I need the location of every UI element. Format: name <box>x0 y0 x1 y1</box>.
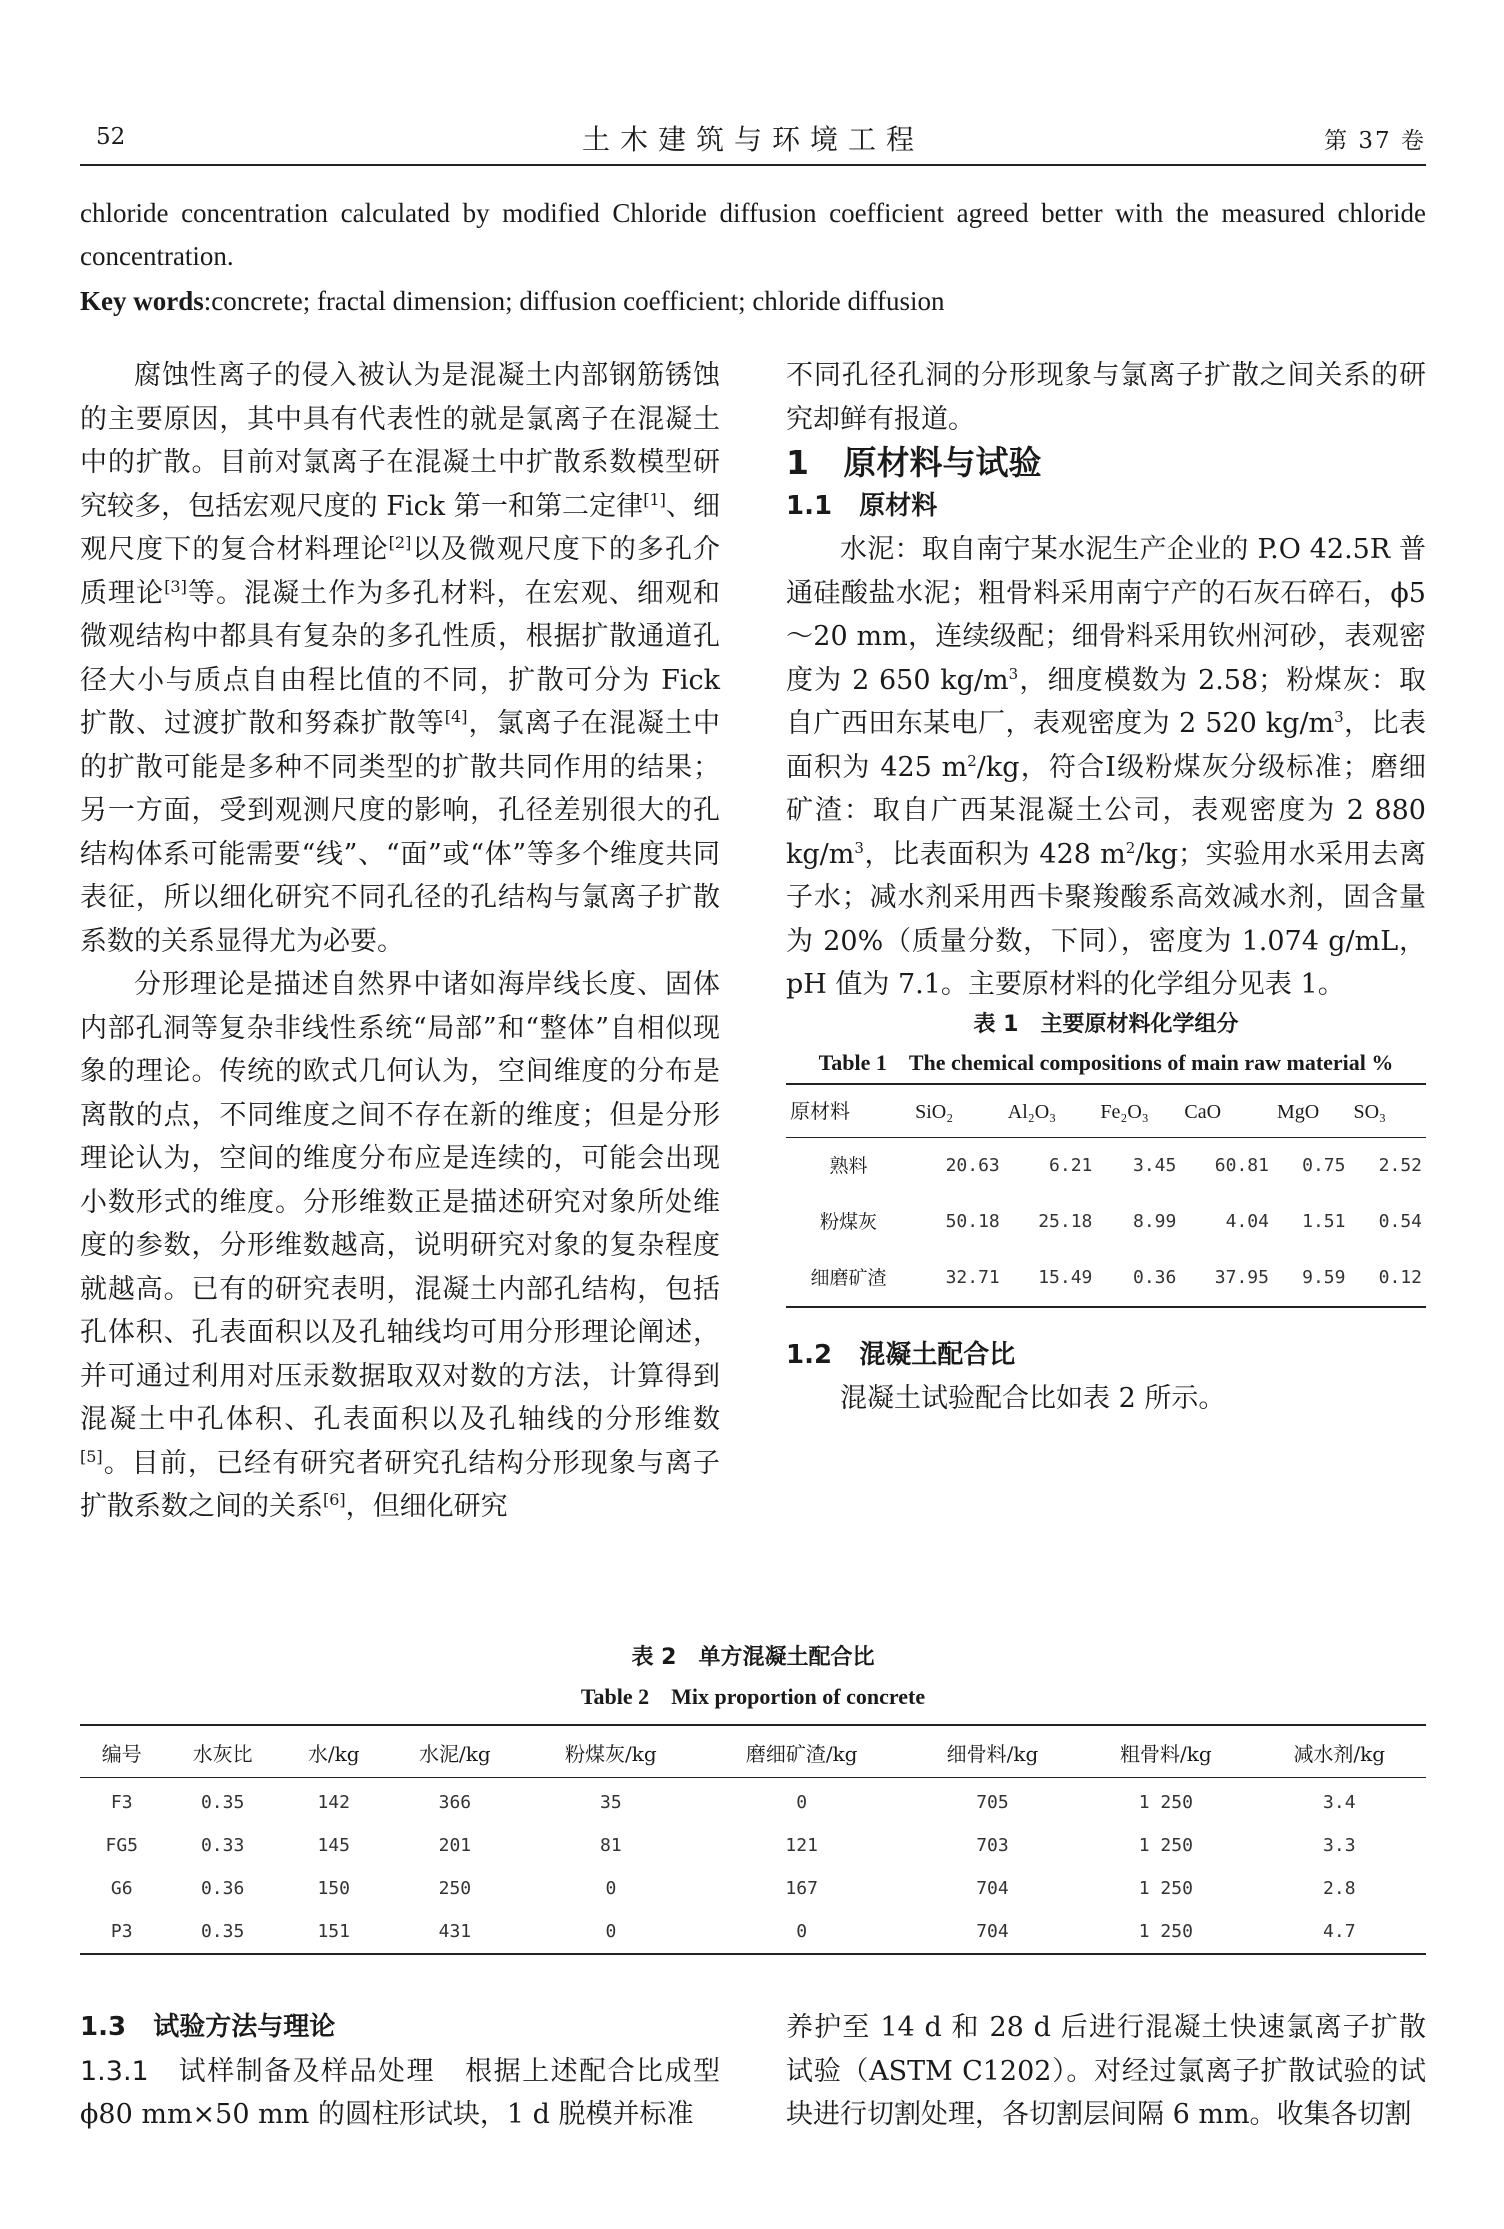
running-header <box>80 118 1426 158</box>
table1-value-cell: 6.21 <box>1049 1154 1093 1176</box>
table1-caption-cn: 表 1 主要原材料化学组分 <box>973 1011 1239 1037</box>
table2-cell: 0 <box>605 1921 617 1942</box>
keywords-text: concrete; fractal dimension; diffusion coefficient; chloride diffusion <box>211 286 945 316</box>
body-text: ，比表面积为 428 m <box>863 838 1126 870</box>
table-row <box>80 1824 1426 1867</box>
table2-cell: 81 <box>600 1835 622 1856</box>
table2-header-cell: 粉煤灰/kg <box>524 1725 697 1778</box>
section-number: 1 <box>786 443 809 482</box>
table-row <box>786 1137 1426 1194</box>
table2-cell: 3.3 <box>1323 1835 1356 1856</box>
table1-header-cell: CaO <box>1180 1084 1273 1138</box>
superscript: 3 <box>854 838 864 857</box>
table2-cell: 0.35 <box>200 1792 245 1813</box>
intro-text: 以及微观尺度下的多孔介质理论 <box>80 534 721 609</box>
table2-cell: 150 <box>317 1878 350 1899</box>
material-name-cell: 熟料 <box>829 1154 868 1177</box>
table2-cell: 0 <box>796 1792 808 1813</box>
subsection-heading <box>786 485 1426 529</box>
table2-header-cell: 水灰比 <box>164 1725 282 1778</box>
table2-cell: 151 <box>317 1921 350 1942</box>
table1-value-cell: 3.45 <box>1133 1154 1177 1176</box>
table2-cell: P3 <box>110 1921 133 1942</box>
page-number: 52 <box>96 124 126 150</box>
table1-value-cell: 20.63 <box>945 1154 1000 1176</box>
table1-value-cell: 50.18 <box>945 1210 1000 1232</box>
table2-cell: 1 250 <box>1138 1835 1193 1856</box>
citation: [5] <box>80 1446 103 1466</box>
table-row <box>786 1194 1426 1250</box>
intro-text: ，氯离子在混凝土中的扩散可能是多种不同类型的扩散共同作用的结果；另一方面，受到观测尺度的影响，孔径差别很大的孔结构体系可能需要“线”、“面”或“体”等多个维度共同表征，所以细化研究不同孔径的孔结构与氯离子扩散系数的关系显得尤为必要。 <box>80 708 721 957</box>
table2-cell: 1 250 <box>1138 1792 1193 1813</box>
body-text: ，比表面积为 425 m <box>786 708 1426 783</box>
subsection-number: 1.3 <box>80 2012 127 2042</box>
citation: [1] <box>643 489 666 509</box>
section-heading <box>786 441 1426 485</box>
intro-text: 分形理论是描述自然界中诸如海岸线长度、固体内部孔洞等复杂非线性系统“局部”和“整体”自相似现象的理论。传统的欧式几何认为，空间维度的分布是离散的点，不同维度之间不存在新的维度；但是分形理论认为，空间的维度分布应是连续的，可能会出现小数形式的维度。分形维数正是描述研究对象所处维度的参数，分形维数越高，说明研究对象的复杂程度就越高。已有的研究表明，混凝土内部孔结构，包括孔体积、孔表面积以及孔轴线均可用分形理论阐述，并可通过利用对压汞数据取双对数的方法，计算得到混凝土中孔体积、孔表面积以及孔轴线的分形维数 <box>80 969 720 1435</box>
material-name-cell: 细磨矿渣 <box>810 1266 887 1289</box>
table2-cell: 0 <box>796 1921 808 1942</box>
table2-cell: 1 250 <box>1138 1921 1193 1942</box>
table2-header-cell: 细骨料/kg <box>906 1725 1079 1778</box>
table2-cell: 250 <box>438 1878 472 1899</box>
intro-text: ，但细化研究 <box>345 1491 508 1522</box>
table1-value-cell: 2.52 <box>1378 1154 1422 1176</box>
table2-cell: 2.8 <box>1323 1878 1356 1899</box>
table2-cell: 366 <box>438 1792 472 1813</box>
table2-cell: 1 250 <box>1138 1878 1193 1899</box>
right-column <box>786 354 1426 1421</box>
citation: [4] <box>444 707 468 726</box>
table1-header-cell: SO₃ <box>1349 1084 1426 1138</box>
intro-paragraph-1 <box>80 354 720 963</box>
keywords: Key words:concrete; fractal dimension; diffusion coefficient; chloride diffusion <box>80 286 945 316</box>
table2-cell: 703 <box>976 1835 1009 1856</box>
table1-header-cell: SiO₂ <box>911 1084 1004 1138</box>
table2-cell: 0.35 <box>200 1921 245 1942</box>
table2-cell: 3.4 <box>1323 1792 1356 1813</box>
table1-header-cell: MgO <box>1273 1084 1349 1138</box>
table-row <box>80 1778 1426 1825</box>
table1-value-cell: 25.18 <box>1038 1210 1093 1232</box>
method-paragraph <box>80 2050 720 2137</box>
abstract-tail <box>80 192 1426 278</box>
paragraph-heading: 1.3.1 试样制备及样品处理 <box>80 2055 435 2087</box>
table2-cell: 167 <box>785 1878 818 1899</box>
intro-text: 腐蚀性离子的侵入被认为是混凝土内部钢筋锈蚀的主要原因，其中具有代表性的就是氯离子在混凝土中的扩散。目前对氯离子在混凝土中扩散系数模型研究较多，包括宏观尺度的 Fick 第一和第二定律 <box>80 360 720 522</box>
table1-value-cell: 0.54 <box>1378 1210 1422 1232</box>
table2-cell: 704 <box>976 1921 1009 1942</box>
subsection-number: 1.1 <box>786 490 833 521</box>
table-row <box>786 1250 1426 1307</box>
superscript: 3 <box>1334 708 1344 726</box>
table1-header-cell: 原材料 <box>786 1084 911 1138</box>
table2-cell: 0.36 <box>200 1878 245 1899</box>
table1-value-cell: 1.51 <box>1302 1210 1346 1232</box>
table1-value-cell: 15.49 <box>1038 1266 1093 1288</box>
table-row <box>80 1867 1426 1910</box>
table2-cell: 121 <box>785 1835 818 1856</box>
subsection-number: 1.2 <box>786 1339 833 1370</box>
material-name-cell: 粉煤灰 <box>820 1210 878 1233</box>
intro-paragraph-2-continued: 不同孔径孔洞的分形现象与氯离子扩散之间关系的研究却鲜有报道。 <box>786 360 1426 435</box>
table1 <box>786 1083 1426 1308</box>
table1-value-cell: 4.04 <box>1225 1210 1269 1232</box>
table2-header-cell: 编号 <box>80 1725 164 1778</box>
table2-cell: 704 <box>976 1878 1009 1899</box>
table2-cell: G6 <box>110 1878 133 1899</box>
table1-value-cell: 0.75 <box>1302 1154 1346 1176</box>
table2-cell: 0.33 <box>200 1835 245 1856</box>
subsection-title: 原材料 <box>859 490 938 521</box>
table1-caption-en: Table 1 The chemical compositions of main raw material % <box>818 1049 1394 1075</box>
subsection-heading <box>80 2006 720 2050</box>
table2-header-cell: 水/kg <box>282 1725 386 1778</box>
table2 <box>80 1724 1426 1955</box>
table2-cell: 35 <box>600 1792 622 1813</box>
section-title: 原材料与试验 <box>843 443 1042 482</box>
table1-value-cell: 9.59 <box>1302 1266 1346 1288</box>
intro-text: 、细观尺度下的复合材料理论 <box>80 490 720 565</box>
subsection-title: 试验方法与理论 <box>153 2012 336 2042</box>
table2-cell: 145 <box>317 1835 350 1856</box>
table2-header-cell: 磨细矿渣/kg <box>698 1725 906 1778</box>
journal-title: 土木建筑与环境工程 <box>581 123 924 156</box>
body-text: /kg；实验用水采用去离子水；减水剂采用西卡聚羧酸系高效减水剂，固含量为 20%（质量分数，下同），密度为 1.074 g/mL，pH 值为 7.1。主要原材料的化学组分见表 1。 <box>786 838 1426 1000</box>
method-paragraph-continued: 养护至 14 d 和 28 d 后进行混凝土快速氯离子扩散试验（ASTM C1202）。对经过氯离子扩散试验的试块进行切割处理，各切割层间隔 6 mm。收集各切割 <box>786 2012 1426 2130</box>
materials-paragraph <box>786 528 1426 1007</box>
intro-paragraph-2 <box>80 963 720 1529</box>
table1-value-cell: 37.95 <box>1214 1266 1269 1288</box>
table1-header-cell: Fe₂O₃ <box>1096 1084 1180 1138</box>
table-row <box>80 1910 1426 1954</box>
bottom-left-column <box>80 2006 720 2137</box>
table2-cell: 431 <box>438 1921 472 1942</box>
table1-header-cell: Al₂O₃ <box>1004 1084 1097 1138</box>
citation: [3] <box>164 576 187 596</box>
body-text: /kg，符合Ⅰ级粉煤灰分级标准；磨细矿渣：取自广西某混凝土公司，表观密度为 2 880 kg/m <box>786 751 1427 870</box>
superscript: 3 <box>1008 664 1019 683</box>
body-text: ，细度模数为 2.58；粉煤灰：取自广西田东某电厂，表观密度为 2 520 kg/m <box>786 664 1426 739</box>
table2-cell: 201 <box>438 1835 472 1856</box>
table2-caption-cn: 表 2 单方混凝土配合比 <box>631 1645 875 1670</box>
table1-value-cell: 60.81 <box>1214 1154 1269 1176</box>
table1-value-cell: 32.71 <box>945 1266 1000 1288</box>
table2-cell: FG5 <box>105 1835 138 1856</box>
abstract-text: chloride concentration calculated by modified Chloride diffusion coefficient agreed better with the measured chloride concentration. <box>80 198 1426 271</box>
body-text: 根据上述配合比成型 ϕ80 mm×50 mm 的圆柱形试块，1 d 脱模并标准 <box>80 2055 721 2130</box>
superscript: 2 <box>1125 838 1136 857</box>
citation: [6] <box>323 1490 346 1509</box>
table2-cell: 0 <box>605 1878 617 1899</box>
citation: [2] <box>388 533 412 552</box>
subsection-title: 混凝土配合比 <box>859 1339 1016 1370</box>
table1-value-cell: 0.36 <box>1133 1266 1177 1288</box>
table2-caption-en: Table 2 Mix proportion of concrete <box>580 1684 926 1709</box>
superscript: 2 <box>967 751 977 770</box>
volume-label: 第 37 卷 <box>1324 128 1426 154</box>
table2-header-cell: 水泥/kg <box>386 1725 525 1778</box>
table2-cell: 4.7 <box>1323 1921 1356 1942</box>
table2-header-cell: 粗骨料/kg <box>1079 1725 1252 1778</box>
intro-text: 等。混凝土作为多孔材料，在宏观、细观和微观结构中都具有复杂的多孔性质，根据扩散通道孔径大小与质点自由程比值的不同，扩散可分为 Fick 扩散、过渡扩散和努森扩散等 <box>80 577 721 739</box>
table2-cell: 142 <box>317 1792 350 1813</box>
table2-header-cell: 减水剂/kg <box>1253 1725 1426 1778</box>
table1-value-cell: 8.99 <box>1133 1210 1177 1232</box>
bottom-right-column <box>786 2006 1426 2137</box>
table2-cell: 705 <box>976 1792 1009 1813</box>
mix-paragraph: 混凝土试验配合比如表 2 所示。 <box>840 1383 1226 1414</box>
table1-value-cell: 0.12 <box>1378 1266 1422 1288</box>
intro-text: 。目前，已经有研究者研究孔结构分形现象与离子扩散系数之间的关系 <box>80 1447 720 1522</box>
table2-cell: F3 <box>110 1792 133 1813</box>
header-rule <box>80 164 1426 166</box>
body-text: 水泥：取自南宁某水泥生产企业的 P.O 42.5R 普通硅酸盐水泥；粗骨料采用南宁产的石灰石碎石，ϕ5～20 mm，连续级配；细骨料采用钦州河砂，表观密度为 2 650 kg/m <box>786 534 1426 696</box>
subsection-heading <box>786 1334 1426 1378</box>
keywords-label: Key words <box>80 286 204 316</box>
left-column <box>80 354 720 1529</box>
